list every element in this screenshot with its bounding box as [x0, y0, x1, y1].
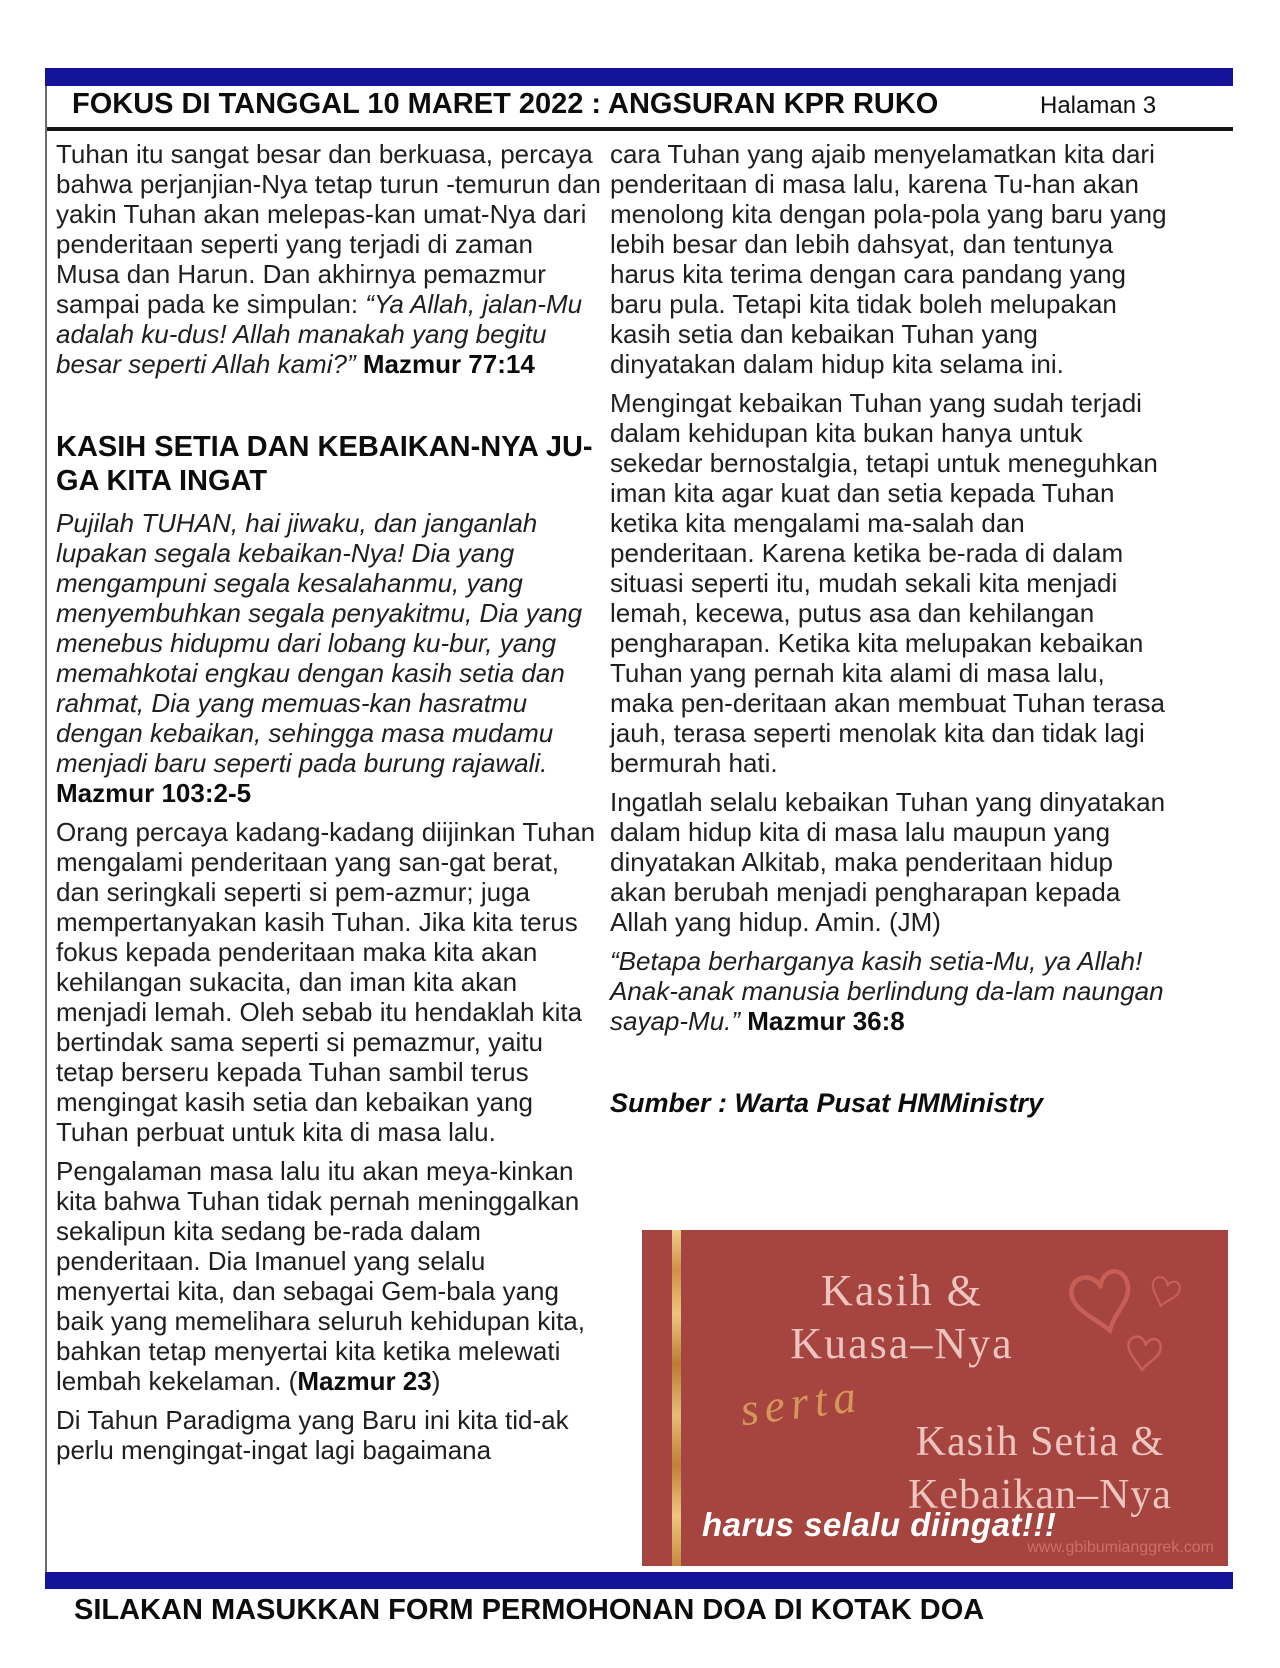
promo-card [642, 1230, 1228, 1566]
left-border-line [45, 86, 47, 1572]
footer-bar [45, 1572, 1233, 1589]
scripture-ref: Mazmur 77:14 [362, 349, 535, 379]
card-title-primary [730, 1264, 1074, 1370]
card-conjunction: serta [737, 1369, 865, 1436]
paragraph: Mengingat kebaikan Tuhan yang sudah terjadi dalam kehidupan kita bukan hanya untuk sekedar bernostalgia, tetapi untuk meneguhkan iman kita agar kuat dan setia kepada Tuhan ketika kita mengalami ma-salah dan penderitaan. Karena ketika be-rada di dalam situasi seperti itu, mudah sekali kita menjadi lemah, kecewa, putus asa dan kehilangan pengharapan. Ketika kita melupakan kebaikan Tuhan yang pernah kita alami di masa lalu, maka pen-deritaan akan membuat Tuhan terasa jauh, terasa seperti menolak kita dan tidak lagi bermurah hati. [610, 388, 1166, 778]
page-title: FOKUS DI TANGGAL 10 MARET 2022 : ANGSURAN KPR RUKO [72, 88, 939, 120]
right-column [610, 139, 1232, 1127]
card-tagline: harus selalu diingat!!! [702, 1506, 1057, 1543]
scripture-quote: “Betapa berharganya kasih setia-Mu, ya Allah! Anak-anak manusia berlindung da-lam naungan sayap-Mu.” [610, 946, 1164, 1036]
paragraph-text: Tuhan itu sangat besar dan berkuasa, percaya bahwa perjanjian-Nya tetap turun -temurun dan yakin Tuhan akan melepas-kan umat-Nya dari penderitaan seperti yang terjadi di zaman Musa dan Harun. Dan akhirnya pemazmur sampai pada ke simpulan: [56, 139, 601, 319]
card-line: Kuasa–Nya [790, 1319, 1014, 1368]
hearts-icon [1060, 1252, 1205, 1392]
left-column [56, 139, 601, 1474]
scripture-quote: Pujilah TUHAN, hai jiwaku, dan janganlah lupakan segala kebaikan-Nya! Dia yang mengampuni segala kesalahanmu, yang menyembuhkan segala penyakitmu, Dia yang menebus hidupmu dari lobang ku-bur, yang memahkotai engkau dengan kasih setia dan rahmat, Dia yang memuas-kan hasratmu dengan kebaikan, sehingga masa mudamu menjadi baru seperti pada burung rajawali. [56, 508, 583, 778]
header-top-bar [45, 68, 1233, 86]
scripture-ref: Mazmur 36:8 [747, 1006, 905, 1036]
page-number: Halaman 3 [1040, 92, 1157, 119]
scripture-quote: “Ya Allah, jalan-Mu adalah ku-dus! Allah manakah yang begitu besar seperti Allah kami?” [56, 289, 583, 379]
paragraph-text: ) [431, 1366, 441, 1396]
footer-text: SILAKAN MASUKKAN FORM PERMOHONAN DOA DI KOTAK DOA [74, 1594, 985, 1626]
card-line: Kasih Setia & [915, 1419, 1165, 1465]
paragraph [56, 1156, 601, 1396]
source-line: Sumber : Warta Pusat HMMinistry [610, 1088, 1044, 1118]
paragraph [56, 139, 601, 379]
paragraph: cara Tuhan yang ajaib menyelamatkan kita dari penderitaan di masa lalu, karena Tu-han akan menolong kita dengan pola-pola yang baru yang lebih besar dan lebih dahsyat, dan tentunya harus kita terima dengan cara pandang yang baru pula. Tetapi kita tidak boleh melupakan kasih setia dan kebaikan Tuhan yang dinyatakan dalam hidup kita selama ini. [610, 139, 1167, 379]
paragraph: Orang percaya kadang-kadang diijinkan Tuhan mengalami penderitaan yang san-gat berat, dan seringkali seperti si pem-azmur; juga mempertanyakan kasih Tuhan. Jika kita terus fokus kepada penderitaan maka kita akan kehilangan sukacita, dan iman kita akan menjadi lemah. Oleh sebab itu hendaklah kita bertindak sama seperti si pemazmur, yaitu tetap berseru kepada Tuhan sambil terus mengingat kasih setia dan kebaikan yang Tuhan perbuat untuk kita di masa lalu. [56, 817, 596, 1147]
header-rule [45, 127, 1233, 131]
gold-stripe-decoration [672, 1230, 681, 1566]
paragraph [56, 508, 601, 808]
paragraph [610, 946, 1168, 1036]
scripture-ref: Mazmur 103:2-5 [56, 778, 252, 808]
paragraph: Di Tahun Paradigma yang Baru ini kita tid-ak perlu mengingat-ingat lagi bagaimana [56, 1405, 569, 1465]
card-website: www.gbibumianggrek.com [1027, 1539, 1214, 1556]
paragraph: Ingatlah selalu kebaikan Tuhan yang dinyatakan dalam hidup kita di masa lalu maupun yang dinyatakan Alkitab, maka penderitaan hidup akan berubah menjadi pengharapan kepada Allah yang hidup. Amin. (JM) [610, 787, 1166, 937]
card-line: Kebaikan–Nya [908, 1472, 1172, 1518]
scripture-ref: Mazmur 23 [297, 1366, 432, 1396]
card-line: Kasih & [821, 1266, 983, 1315]
paragraph-text: Pengalaman masa lalu itu akan meya-kinkan kita bahwa Tuhan tidak pernah meninggalkan sekalipun kita sedang be-rada dalam penderitaan. Dia Imanuel yang selalu menyertai kita, dan sebagai Gem-bala yang baik yang memelihara seluruh kehidupan kita, bahkan tetap menyertai kita ketika melewati lembah kekelaman. ( [56, 1156, 585, 1396]
section-heading: KASIH SETIA DAN KEBAIKAN-NYA JU-GA KITA INGAT [56, 431, 593, 497]
